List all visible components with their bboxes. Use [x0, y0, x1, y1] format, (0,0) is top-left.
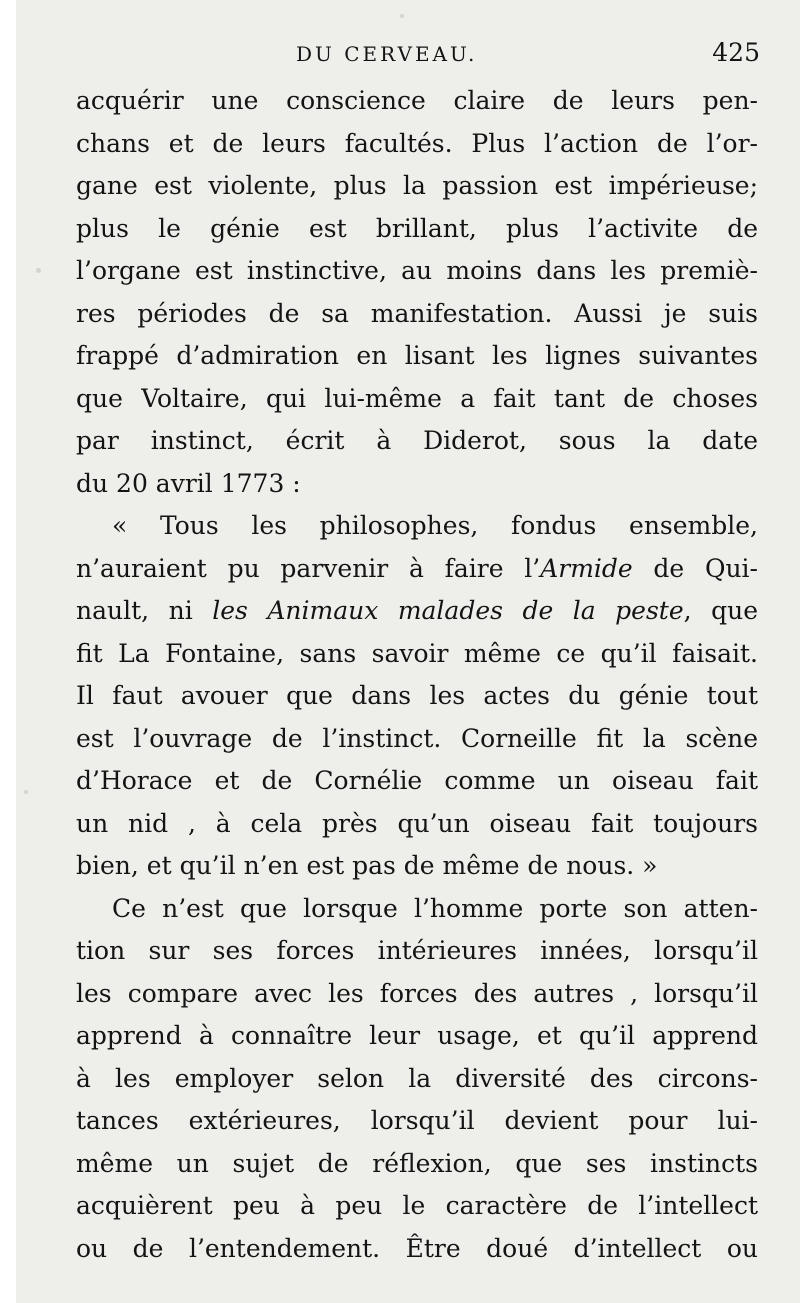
quote-line: « Tous les philosophes, fondus ensemble, [112, 511, 758, 540]
text-line: acquérir une conscience claire de leurs pen- [76, 86, 758, 115]
running-title: DU CERVEAU. [296, 42, 478, 66]
text-line: même un sujet de réflexion, que ses instincts [76, 1148, 758, 1178]
text-line: gane est violente, plus la passion est impérieuse; [76, 171, 758, 200]
quote-line-start: nault, ni [76, 596, 213, 625]
ink-speck [400, 14, 404, 18]
text-line: l’organe est instinctive, au moins dans les premiè- [76, 256, 758, 285]
page-number: 425 [712, 38, 760, 67]
text-line: res périodes de sa manifestation. Aussi je suis [76, 298, 758, 328]
quote-line-end: , que [683, 596, 759, 625]
text-line: tion sur ses forces intérieures innées, lorsqu’il [76, 936, 758, 965]
text-line: du 20 avril 1773 : [76, 468, 301, 498]
quote-line: un nid , à cela près qu’un oiseau fait toujours [76, 808, 758, 838]
body-text [76, 80, 758, 1270]
page-header [76, 38, 760, 82]
ink-speck [36, 268, 41, 273]
work-title-armide: Armide [540, 553, 633, 583]
text-line: frappé d’admiration en lisant les lignes suivantes [76, 341, 758, 370]
ink-speck [24, 790, 28, 794]
quote-line: bien, et qu’il n’en est pas de même de nous. » [76, 851, 658, 880]
page-edge [0, 0, 16, 1303]
text-line: que Voltaire, qui lui-même a fait tant de choses [76, 383, 758, 413]
text-line: les compare avec les forces des autres , lorsqu’il [76, 978, 758, 1008]
work-title-animaux: les Animaux malades de la peste [212, 596, 684, 625]
quote-line: d’Horace et de Cornélie comme un oiseau fait [76, 766, 758, 795]
quote-line [76, 548, 758, 591]
text-line: tances extérieures, lorsqu’il devient pour lui- [76, 1106, 758, 1135]
text-line: plus le génie est brillant, plus l’activite de [76, 213, 758, 243]
quote-line-start: n’auraient pu parvenir à faire l’ [76, 553, 541, 583]
text-line: chans et de leurs facultés. Plus l’action de l’or- [76, 128, 758, 158]
quote-line-end: de Qui- [632, 553, 759, 583]
quote-line: Il faut avouer que dans les actes du génie tout [76, 681, 758, 710]
quote-line: fit La Fontaine, sans savoir même ce qu’il faisait. [76, 638, 758, 668]
quote-line [76, 590, 758, 633]
quote-line: est l’ouvrage de l’instinct. Corneille fit la scène [76, 723, 758, 753]
text-line: acquièrent peu à peu le caractère de l’intellect [76, 1191, 758, 1220]
text-line: apprend à connaître leur usage, et qu’il apprend [76, 1021, 758, 1050]
text-line: ou de l’entendement. Être doué d’intellect ou [76, 1233, 758, 1263]
text-line: par instinct, écrit à Diderot, sous la date [76, 426, 758, 455]
text-line: Ce n’est que lorsque l’homme porte son atten- [112, 893, 758, 923]
text-line: à les employer selon la diversité des circons- [76, 1063, 758, 1093]
